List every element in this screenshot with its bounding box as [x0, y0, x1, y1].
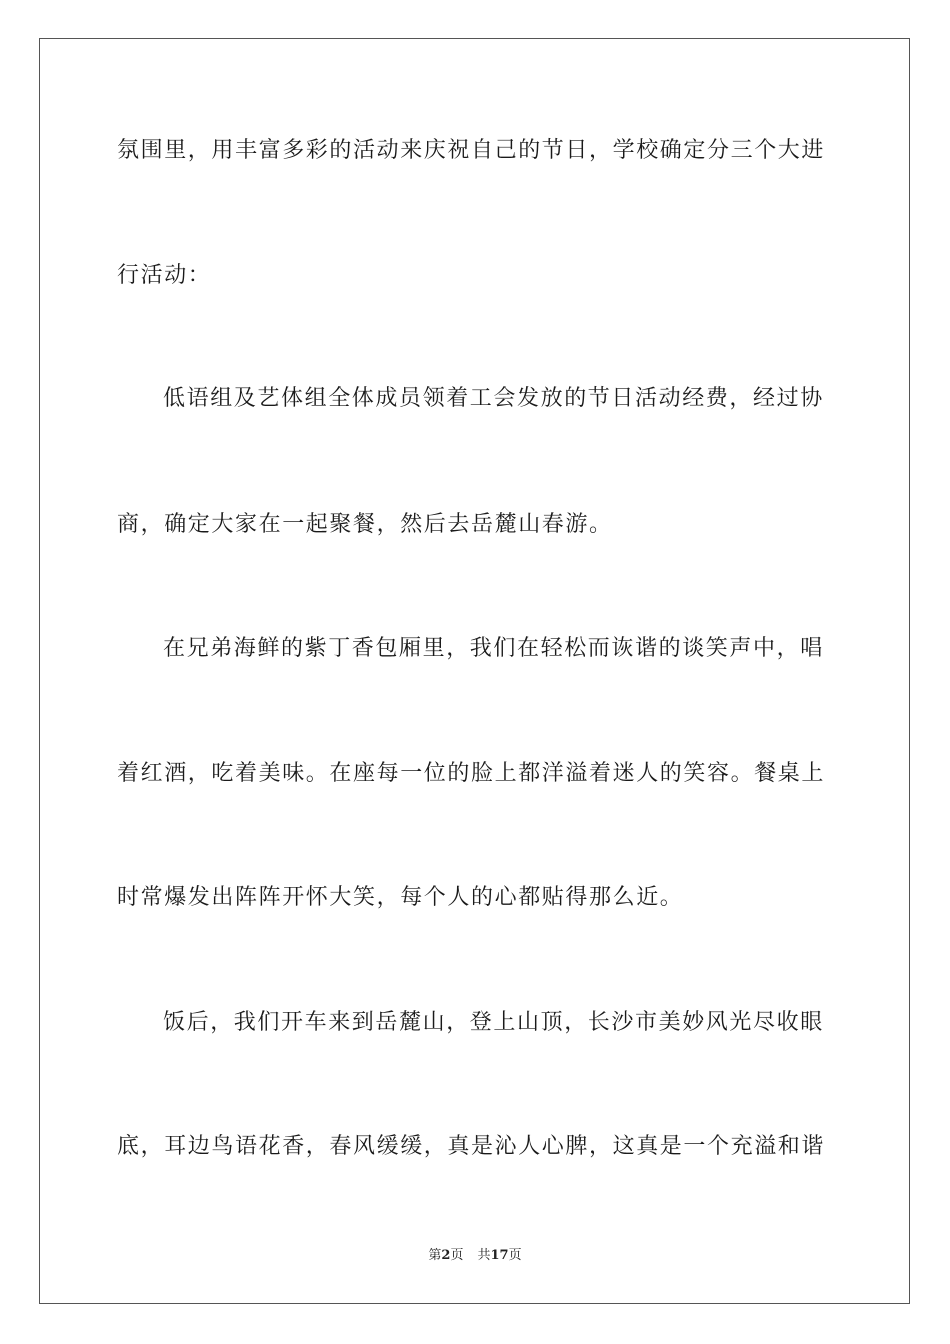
- paragraph-first-line: 低语组及艺体组全体成员领着工会发放的节日活动经费，经过协: [163, 386, 824, 411]
- text-line: 氛围里，用丰富多彩的活动来庆祝自己的节日，学校确定分三个大进: [117, 138, 826, 163]
- page-prefix: 第: [428, 1248, 442, 1263]
- text-line: 商，确定大家在一起聚餐，然后去岳麓山春游。: [117, 512, 613, 537]
- text-line: 时常爆发出阵阵开怀大笑，每个人的心都贴得那么近。: [117, 885, 684, 910]
- text-line: 着红酒，吃着美味。在座每一位的脸上都洋溢着迷人的笑容。餐桌上: [117, 761, 826, 786]
- paragraph-first-line: 饭后，我们开车来到岳麓山，登上山顶，长沙市美妙风光尽收眼: [163, 1010, 824, 1035]
- page-border: [39, 38, 910, 1304]
- page-footer: [0, 1247, 950, 1265]
- text-line: 底，耳边鸟语花香，春风缓缓，真是沁人心脾，这真是一个充溢和谐: [117, 1134, 826, 1159]
- text-line: 行活动：: [117, 263, 212, 288]
- page-suffix: 页: [450, 1248, 464, 1263]
- paragraph-first-line: 在兄弟海鲜的紫丁香包厢里，我们在轻松而诙谐的谈笑声中，唱: [163, 636, 824, 661]
- total-suffix: 页: [508, 1248, 522, 1263]
- total-pages: 17: [490, 1248, 509, 1263]
- page-number: 2: [441, 1248, 451, 1263]
- total-prefix: 共: [477, 1248, 491, 1263]
